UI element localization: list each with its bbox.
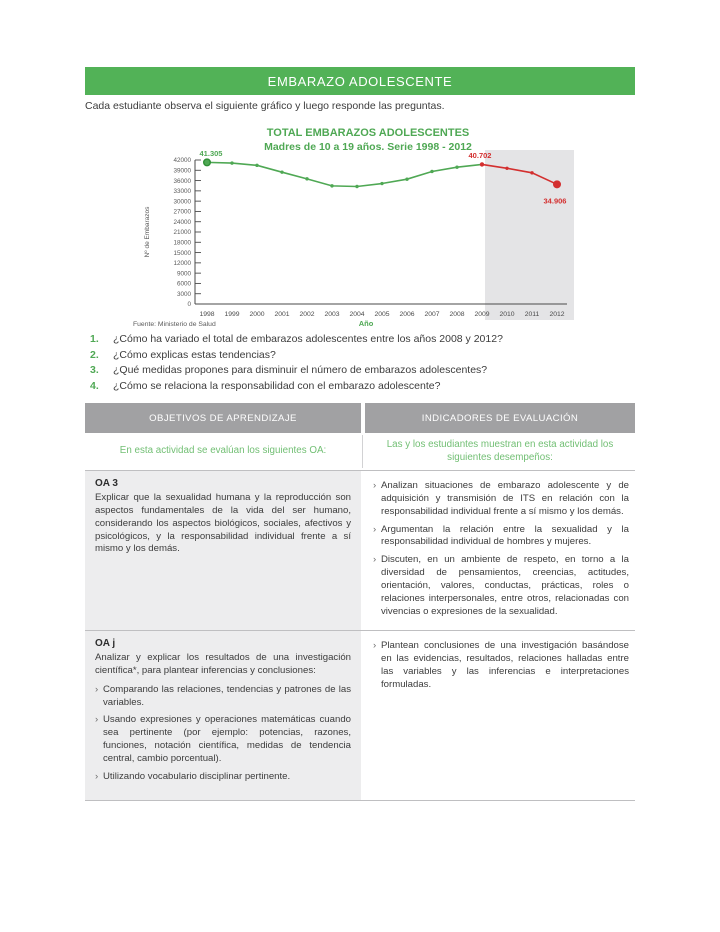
svg-text:2005: 2005 [374, 311, 390, 318]
intro-text: Cada estudiante observa el siguiente gráfico y luego responde las preguntas. [85, 100, 445, 112]
data-point [455, 166, 458, 169]
svg-text:3000: 3000 [176, 290, 191, 298]
svg-text:2009: 2009 [474, 311, 490, 318]
question-text: ¿Cómo explicas estas tendencias? [113, 348, 276, 361]
oaj-indicators-cell [365, 631, 635, 801]
question-item [85, 350, 635, 361]
svg-text:30000: 30000 [173, 198, 191, 206]
svg-text:2008: 2008 [449, 311, 465, 318]
svg-text:2003: 2003 [324, 311, 340, 318]
column-divider [362, 435, 363, 468]
title-banner: EMBARAZO ADOLESCENTE [85, 67, 635, 95]
table-subheader-desempenos: Las y los estudiantes muestran en esta actividad los siguientes desempeños: [386, 438, 614, 463]
y-axis-label: Nº de Embarazos [144, 206, 151, 258]
question-text: ¿Qué medidas propones para disminuir el número de embarazos adolescentes? [113, 364, 488, 377]
data-point [480, 162, 484, 166]
svg-text:2010: 2010 [499, 311, 515, 318]
question-item [85, 334, 635, 345]
svg-text:21000: 21000 [173, 229, 191, 237]
svg-text:2007: 2007 [424, 311, 440, 318]
data-point [380, 182, 383, 185]
bullet-item [373, 480, 629, 519]
svg-text:0: 0 [187, 301, 191, 309]
svg-text:6000: 6000 [176, 280, 191, 288]
svg-text:2000: 2000 [249, 311, 265, 318]
data-point [330, 184, 333, 187]
chevron-bullet-icon: › [373, 523, 377, 535]
bullet-text: Analizan situaciones de embarazo adolescente y de adquisición y transmisión de ITS en relación con la responsabilidad individual frente a sí mismo y los demás. [381, 480, 629, 517]
oaj-bullets [95, 684, 351, 784]
question-text: ¿Cómo ha variado el total de embarazos adolescentes entre los años 2008 y 2012? [113, 333, 503, 345]
oa3-indicators [373, 480, 629, 618]
bullet-item [373, 640, 629, 691]
question-item [85, 381, 635, 392]
chart-source: Fuente: Ministerio de Salud [133, 321, 216, 328]
x-axis-label: Año [358, 319, 374, 328]
data-point [355, 185, 358, 188]
data-point [405, 178, 408, 181]
chevron-bullet-icon: › [373, 480, 377, 491]
bullet-text: Comparando las relaciones, tendencias y patrones de las variables. [103, 683, 351, 708]
svg-text:27000: 27000 [173, 208, 191, 216]
chart-title: TOTAL EMBARAZOS ADOLESCENTES [266, 127, 470, 139]
question-number: 3. [90, 364, 99, 377]
data-point [305, 177, 308, 180]
svg-text:1999: 1999 [224, 311, 240, 318]
data-point [505, 167, 508, 170]
bullet-text: Discuten, en un ambiente de respeto, en torno a la diversidad de pensamientos, creencias, actitudes, orientación, valores, conductas, prácticas, roles o relaciones interpersonales, entre otros, relacionadas con vivencias o expresiones de la sexualidad. [381, 554, 629, 617]
data-point [204, 159, 211, 166]
point-label: 41.305 [199, 148, 223, 158]
svg-text:24000: 24000 [173, 218, 191, 226]
bullet-item [373, 524, 629, 550]
bullet-text: Utilizando vocabulario disciplinar pertinente. [103, 770, 291, 782]
svg-text:42000: 42000 [173, 157, 191, 165]
oa3-indicators-cell [365, 471, 635, 630]
question-text: ¿Cómo se relaciona la responsabilidad con el embarazo adolescente? [113, 380, 441, 393]
point-label: 34.906 [543, 196, 567, 206]
bullet-item [95, 684, 351, 710]
oa3-text: Explicar que la sexualidad humana y la reproducción son aspectos fundamentales de la vida del ser humano, considerando los aspectos biológicos, sociales, afectivos y psicológicos, y la responsabilidad individual frente a sí mismo y los demás. [95, 492, 351, 555]
oaj-cell [85, 631, 361, 801]
oaj-text: Analizar y explicar los resultados de una investigación científica*, para plantear inferencias y conclusiones: [95, 652, 351, 676]
bullet-text: Argumentan la relación entre la sexualidad y la responsabilidad individual de hombres y mujeres. [381, 523, 629, 548]
svg-text:1998: 1998 [199, 311, 215, 318]
svg-text:33000: 33000 [173, 188, 191, 196]
question-number: 4. [90, 380, 99, 393]
svg-text:2012: 2012 [549, 311, 565, 318]
oaj-title: OA j [95, 638, 116, 649]
point-label: 40.702 [468, 150, 492, 160]
svg-text:12000: 12000 [173, 260, 191, 268]
svg-text:15000: 15000 [173, 249, 191, 257]
svg-text:2002: 2002 [299, 311, 315, 318]
table-subheader-oa: En esta actividad se evalúan los siguientes OA: [119, 445, 327, 457]
svg-text:2004: 2004 [349, 311, 365, 318]
table-bottom-border [85, 800, 635, 801]
svg-text:18000: 18000 [173, 239, 191, 247]
data-point [430, 170, 433, 173]
svg-text:2011: 2011 [524, 311, 540, 318]
chevron-bullet-icon: › [95, 683, 99, 695]
svg-text:9000: 9000 [176, 270, 191, 278]
bullet-item [95, 714, 351, 765]
table-header-objetivos: OBJETIVOS DE APRENDIZAJE [85, 403, 361, 433]
data-point [280, 170, 283, 173]
chevron-bullet-icon: › [373, 640, 377, 651]
question-number: 2. [90, 348, 99, 361]
bullet-text: Usando expresiones y operaciones matemáticas cuando sea pertinente (por ejemplo: potencias, razones, funciones, notación científica, medidas de tendencia central, cambio porcentual). [103, 714, 351, 764]
chart-subtitle: Madres de 10 a 19 años. Serie 1998 - 2012 [264, 141, 472, 153]
svg-text:2006: 2006 [399, 311, 415, 318]
question-number: 1. [90, 333, 99, 345]
chevron-bullet-icon: › [95, 714, 99, 726]
oaj-indicators [373, 640, 629, 691]
embarazos-line-chart [85, 120, 635, 332]
series-green [207, 162, 482, 186]
oa3-title: OA 3 [95, 478, 118, 489]
oa3-cell [85, 471, 361, 630]
chevron-bullet-icon: › [95, 770, 99, 782]
data-point [553, 180, 561, 188]
table-header-indicadores: INDICADORES DE EVALUACIÓN [365, 403, 635, 433]
bullet-item [373, 554, 629, 618]
svg-text:39000: 39000 [173, 167, 191, 175]
question-item [85, 365, 635, 376]
evaluation-table [85, 403, 635, 801]
bullet-item [95, 771, 351, 784]
data-point [230, 161, 233, 164]
highlight-region [485, 150, 574, 320]
svg-text:2001: 2001 [274, 311, 290, 318]
bullet-text: Plantean conclusiones de una investigación basándose en las evidencias, resultados, relaciones halladas entre las variables y las inferencias e interpretaciones formuladas. [381, 640, 629, 690]
chart [85, 120, 635, 332]
data-point [530, 171, 533, 174]
data-point [255, 164, 258, 167]
questions-list [85, 334, 635, 397]
svg-text:36000: 36000 [173, 177, 191, 185]
chevron-bullet-icon: › [373, 554, 377, 566]
